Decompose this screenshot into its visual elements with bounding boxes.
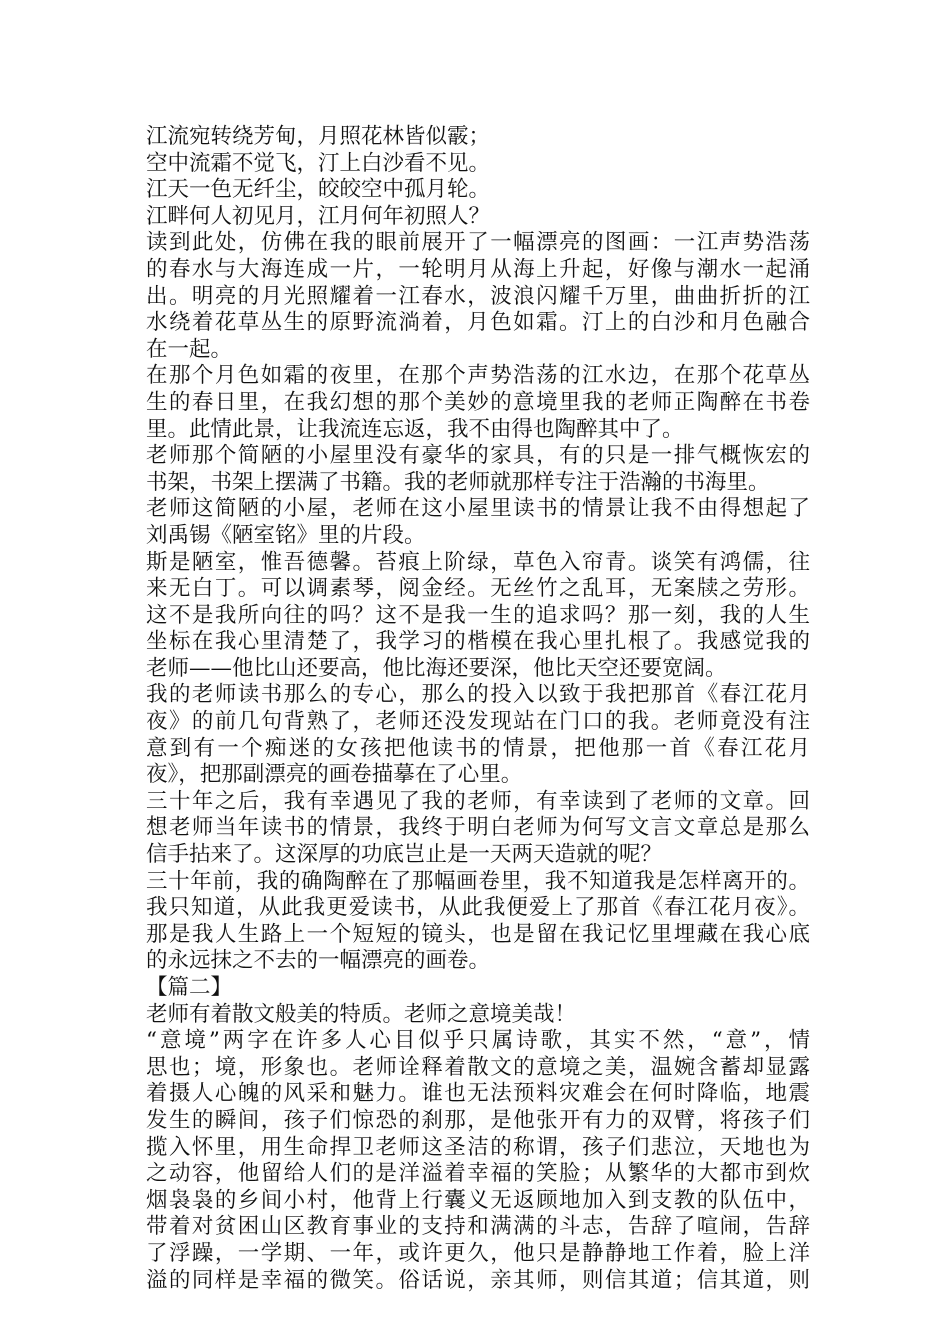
text-line: 空中流霜不觉飞，汀上白沙看不见。 — [146, 150, 491, 176]
text-line: 老师那个简陋的小屋里没有豪华的家具，有的只是一排气概恢宏的 — [146, 443, 810, 469]
text-line: 了浮躁，一学期、一年，或许更久，他只是静静地工作着，脸上洋 — [146, 1240, 810, 1266]
text-line: 生的春日里，在我幻想的那个美妙的意境里我的老师正陶醉在书卷 — [146, 389, 810, 415]
text-line: 江畔何人初见月，江月何年初照人？ — [146, 203, 491, 229]
text-line: 老师有着散文般美的特质。老师之意境美哉！ — [146, 1001, 577, 1027]
text-line: 那是我人生路上一个短短的镜头，也是留在我记忆里埋藏在我心底 — [146, 921, 810, 947]
text-line: 信手拈来了。这深厚的功底岂止是一天两天造就的呢？ — [146, 842, 663, 868]
text-line: 我只知道，从此我更爱读书，从此我便爱上了那首《春江花月夜》。 — [146, 895, 810, 921]
text-line: 发生的瞬间，孩子们惊恐的刹那，是他张开有力的双臂，将孩子们 — [146, 1107, 810, 1133]
text-line: 我的老师读书那么的专心，那么的投入以致于我把那首《春江花月 — [146, 682, 810, 708]
text-line: 书架，书架上摆满了书籍。我的老师就那样专注于浩瀚的书海里。 — [146, 469, 770, 495]
text-line: 夜》的前几句背熟了，老师还没发现站在门口的我。老师竟没有注 — [146, 709, 810, 735]
text-line: 老师这简陋的小屋，老师在这小屋里读书的情景让我不由得想起了 — [146, 496, 810, 522]
text-line: 夜》，把那副漂亮的画卷描摹在了心里。 — [146, 762, 523, 788]
text-line: 刘禹锡《陋室铭》里的片段。 — [146, 522, 426, 548]
text-line: 的永远抹之不去的一幅漂亮的画卷。 — [146, 948, 491, 974]
text-line: 来无白丁。可以调素琴，阅金经。无丝竹之乱耳，无案牍之劳形。 — [146, 576, 810, 602]
text-line: 水绕着花草丛生的原野流淌着，月色如霜。汀上的白沙和月色融合 — [146, 310, 810, 336]
text-line: 斯是陋室，惟吾德馨。苔痕上阶绿，草色入帘青。谈笑有鸿儒，往 — [146, 549, 810, 575]
text-line: 江天一色无纤尘，皎皎空中孤月轮。 — [146, 177, 491, 203]
text-line: 这不是我所向往的吗？这不是我一生的追求吗？那一刻，我的人生 — [146, 602, 810, 628]
text-line: 的春水与大海连成一片，一轮明月从海上升起，好像与潮水一起涌 — [146, 256, 810, 282]
text-line: 之动容，他留给人们的是洋溢着幸福的笑脸；从繁华的大都市到炊 — [146, 1161, 810, 1187]
text-line: 烟袅袅的乡间小村，他背上行囊义无返顾地加入到支教的队伍中， — [146, 1187, 810, 1213]
text-line: 揽入怀里，用生命捍卫老师这圣洁的称谓，孩子们悲泣，天地也为 — [146, 1134, 810, 1160]
text-line: 读到此处，仿佛在我的眼前展开了一幅漂亮的图画：一江声势浩荡 — [146, 230, 810, 256]
text-line: 江流宛转绕芳甸，月照花林皆似霰； — [146, 124, 491, 149]
text-line: 出。明亮的月光照耀着一江春水，波浪闪耀千万里，曲曲折折的江 — [146, 283, 810, 309]
text-line: 老师——他比山还要高，他比海还要深，他比天空还要宽阔。 — [146, 655, 727, 681]
text-line: 【篇二】 — [146, 975, 233, 1000]
document-body — [146, 124, 810, 1294]
text-line: 在那个月色如霜的夜里，在那个声势浩荡的江水边，在那个花草丛 — [146, 363, 810, 389]
text-line: 在一起。 — [146, 336, 233, 362]
text-line: “意境”两字在许多人心目似乎只属诗歌，其实不然，“意”，情 — [146, 1028, 810, 1054]
text-line: 里。此情此景，让我流连忘返，我不由得也陶醉其中了。 — [146, 416, 684, 442]
text-line: 着摄人心魄的风采和魅力。谁也无法预料灾难会在何时降临，地震 — [146, 1081, 810, 1107]
text-line: 坐标在我心里清楚了，我学习的楷模在我心里扎根了。我感觉我的 — [146, 629, 810, 655]
text-line: 思也；境，形象也。老师诠释着散文的意境之美，温婉含蓄却显露 — [146, 1054, 810, 1080]
text-line: 想老师当年读书的情景，我终于明白老师为何写文言文章总是那么 — [146, 815, 810, 841]
text-line: 三十年前，我的确陶醉在了那幅画卷里，我不知道我是怎样离开的。 — [146, 868, 810, 894]
text-line: 溢的同样是幸福的微笑。俗话说，亲其师，则信其道；信其道，则 — [146, 1267, 810, 1293]
text-line: 三十年之后，我有幸遇见了我的老师，有幸读到了老师的文章。回 — [146, 788, 810, 814]
text-line: 意到有一个痴迷的女孩把他读书的情景，把他那一首《春江花月 — [146, 735, 810, 761]
text-line: 带着对贫困山区教育事业的支持和满满的斗志，告辞了喧闹，告辞 — [146, 1214, 810, 1240]
